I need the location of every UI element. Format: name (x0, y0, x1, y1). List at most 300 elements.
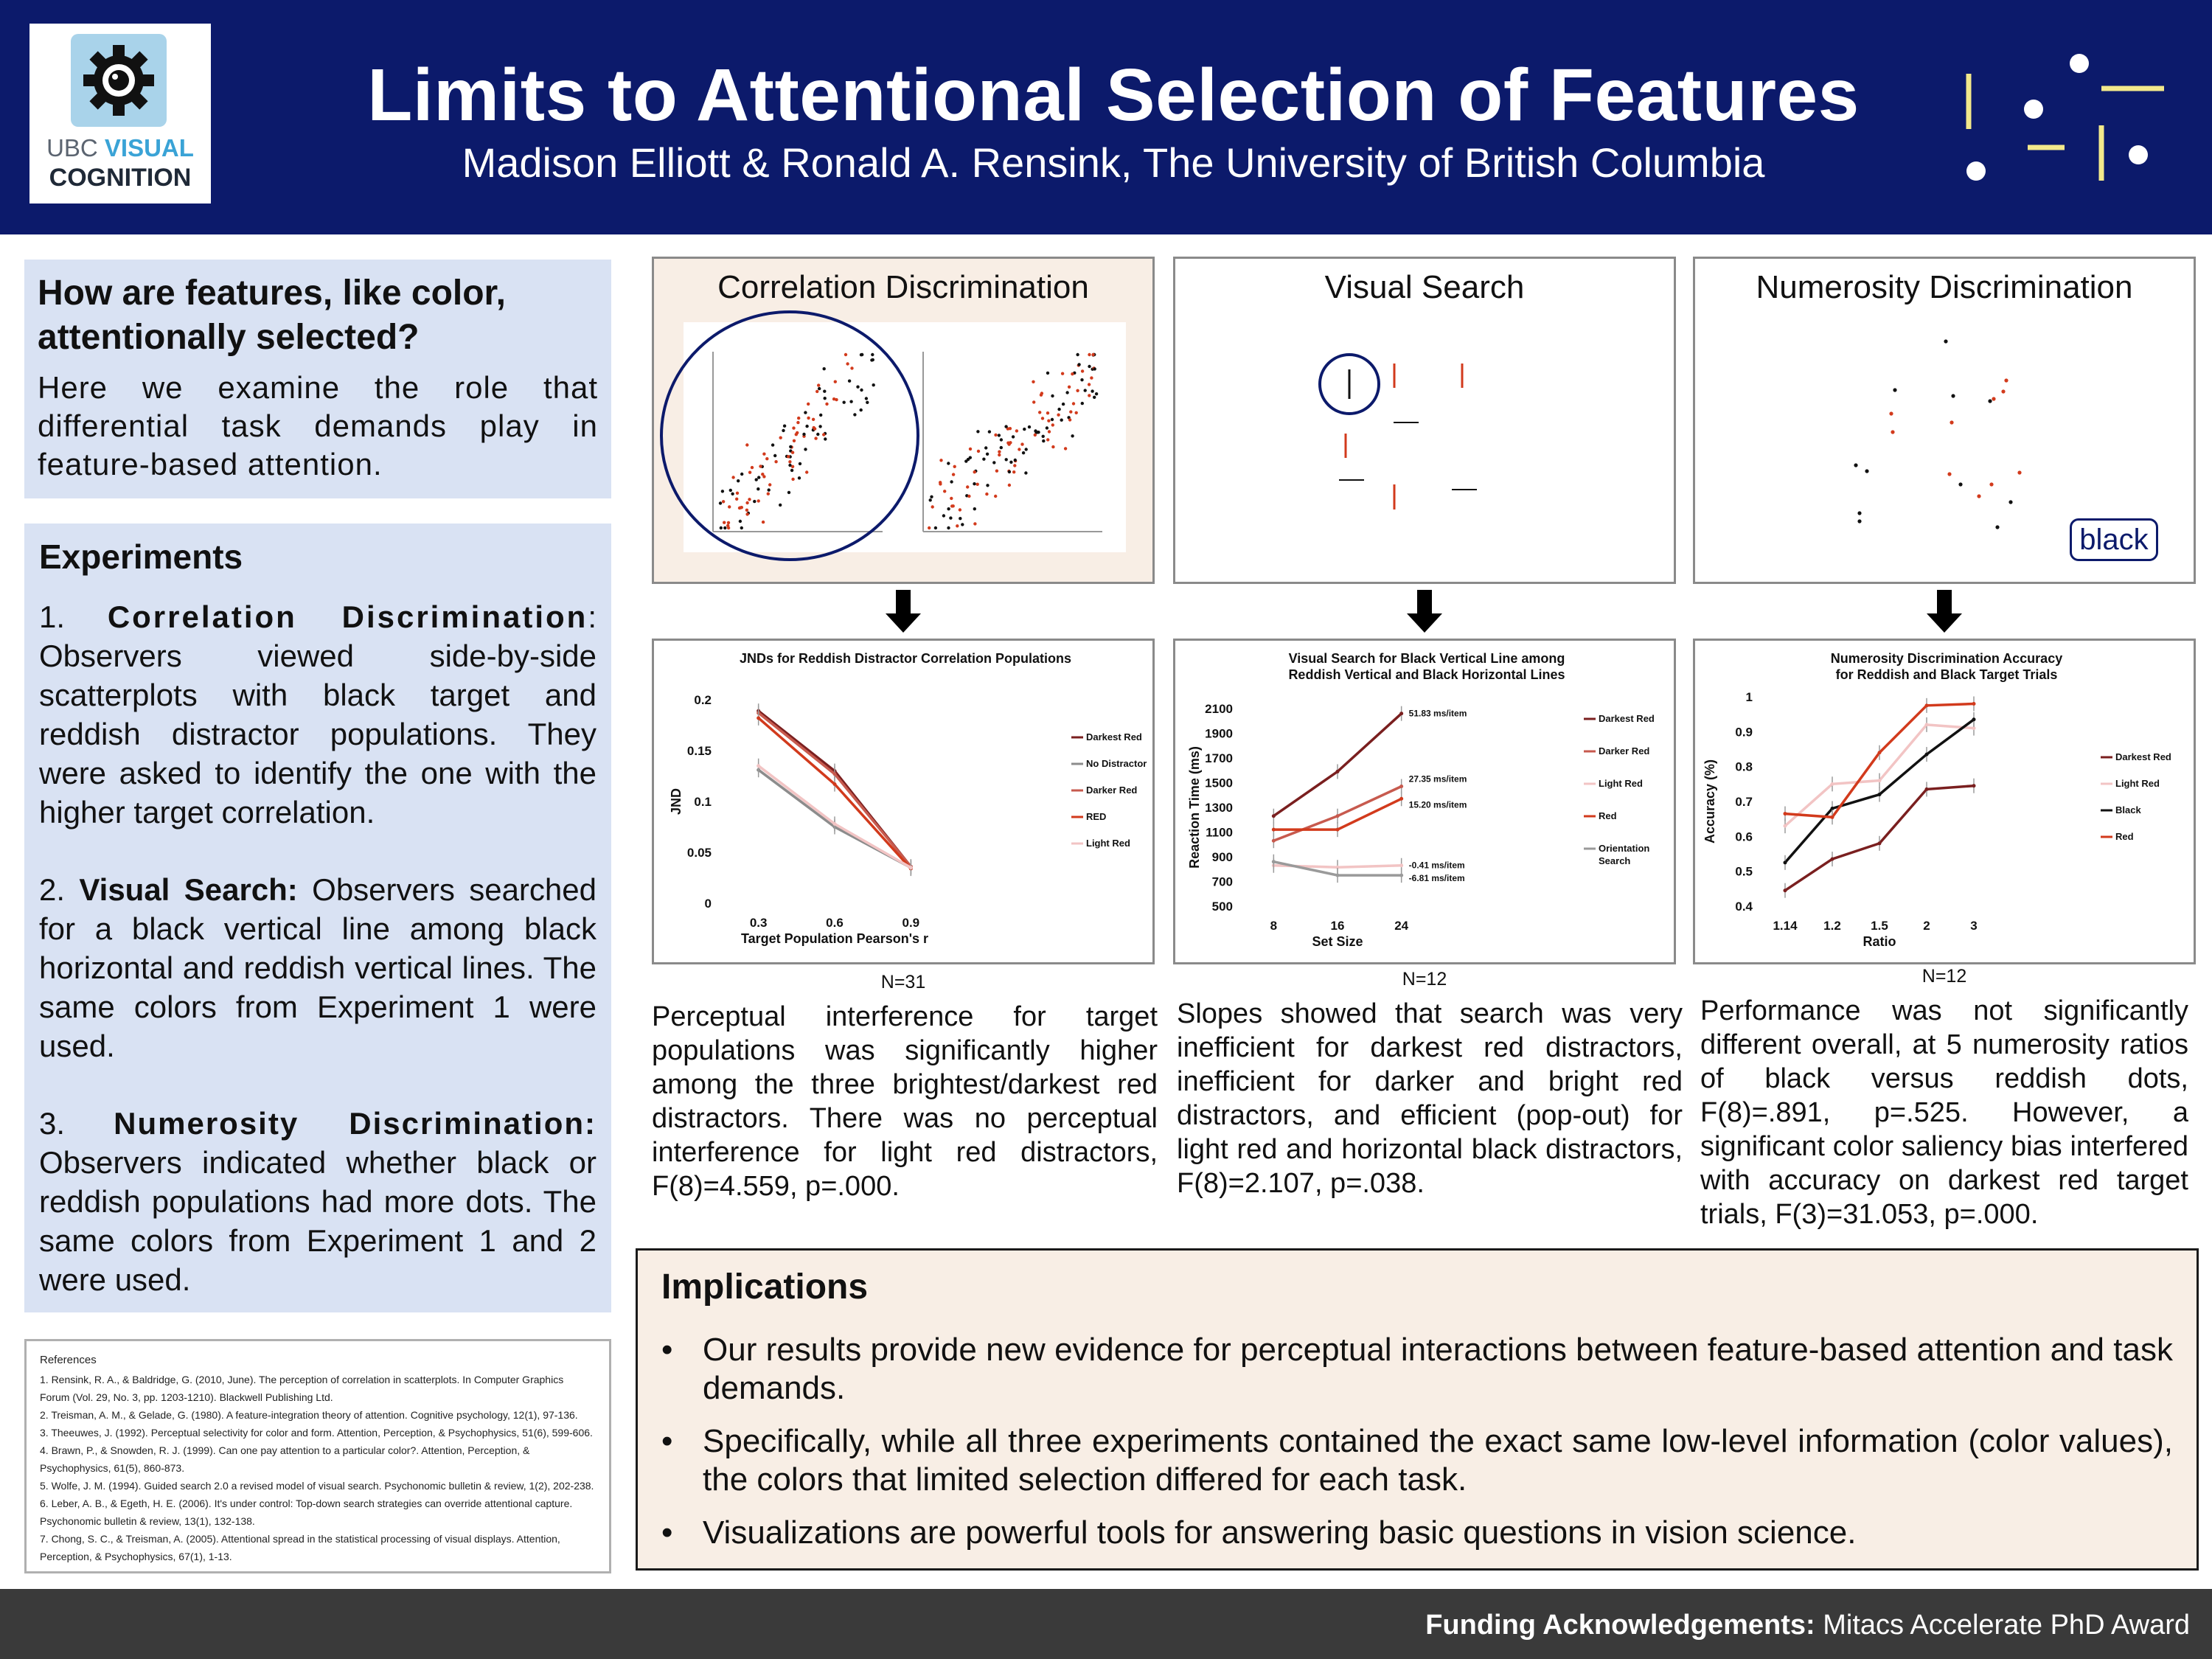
scatter-dot (1061, 372, 1064, 375)
scatter-dot (727, 526, 730, 529)
data-point (1336, 828, 1340, 832)
scatter-dot (1081, 369, 1084, 372)
slope-label: -6.81 ms/item (1408, 873, 1465, 884)
research-question-title: How are features, like color, attentionally selected? (38, 274, 506, 357)
scatter-dot (986, 484, 989, 487)
numerosity-dot (1995, 525, 1999, 529)
scatter-dot (1093, 396, 1096, 399)
y-tick-label: 0.15 (686, 744, 712, 758)
decorative-dots-lines-graphic (1954, 44, 2175, 192)
scatter-dot (788, 464, 791, 467)
scatter-dot (1022, 451, 1025, 454)
scatter-dot (1091, 389, 1093, 392)
scatter-dot (998, 451, 1001, 453)
data-point (833, 772, 837, 776)
scatter-dot (824, 397, 827, 400)
scatter-dot (1095, 392, 1098, 395)
scatter-dot (1069, 410, 1072, 413)
scatter-dot (813, 427, 816, 430)
data-point (1784, 860, 1787, 864)
data-point (1831, 815, 1834, 819)
scatter-dot (1051, 394, 1054, 397)
scatter-dot (969, 456, 972, 459)
scatter-dot (825, 403, 828, 406)
experiment-2-name: Visual Search: (79, 872, 298, 907)
scatter-dot (843, 401, 846, 404)
scatter-dot (1000, 438, 1003, 441)
x-tick-label: 24 (1394, 919, 1409, 933)
scatter-dot (943, 490, 946, 493)
scatter-dot (1051, 445, 1054, 448)
y-tick-label: 0.4 (1735, 900, 1753, 914)
scatter-dot (1048, 430, 1051, 433)
numerosity-dot (1947, 472, 1951, 476)
scatter-dot (1060, 419, 1063, 422)
slope-label: 15.20 ms/item (1408, 799, 1467, 810)
scatter-dot (1005, 458, 1008, 461)
numerosity-discrimination-panel (1693, 257, 2196, 584)
data-point (1784, 888, 1787, 892)
experiment-1-number: 1. (39, 599, 108, 634)
data-point (1272, 828, 1276, 832)
y-tick-label: 0.6 (1735, 830, 1753, 844)
scatter-dot (735, 498, 738, 501)
scatter-dot (807, 403, 810, 406)
funding-acknowledgement (1425, 1610, 2190, 1641)
scatter-dot (856, 386, 859, 389)
scatter-dot (871, 353, 874, 356)
scatter-dot (787, 455, 790, 458)
scatter-dot (1084, 389, 1087, 392)
scatter-dot (930, 495, 933, 498)
data-point (1784, 824, 1787, 828)
data-point (1336, 814, 1340, 818)
scatter-dot (984, 446, 987, 449)
experiments-title: Experiments (39, 538, 243, 576)
scatter-dot (751, 466, 754, 469)
chart-title-line2: Reddish Vertical and Black Horizontal Lines (1288, 667, 1565, 682)
scatter-dot (745, 509, 748, 512)
scatter-dot (765, 457, 768, 460)
scatter-dot (799, 462, 801, 465)
chart-title: Visual Search for Black Vertical Line among (1288, 651, 1565, 666)
scatter-dot (1008, 484, 1011, 487)
scatter-dot (1093, 367, 1096, 370)
numerosity-dot (2004, 378, 2008, 382)
scatter-dot (807, 417, 810, 420)
scatter-dot (956, 524, 959, 527)
scatter-dot (964, 459, 967, 462)
scatter-dot (928, 526, 931, 529)
scatter-dot (1046, 411, 1049, 414)
scatter-dot (949, 516, 952, 519)
accuracy-chart-panel (1693, 639, 2196, 964)
scatter-dot (973, 482, 975, 485)
experiment-3-description (39, 1104, 597, 1299)
scatter-dot (768, 488, 771, 491)
scatter-dot (791, 478, 794, 481)
numerosity-discrimination-title: Numerosity Discrimination (1756, 269, 2133, 305)
funding-text: Mitacs Accelerate PhD Award (1815, 1610, 2190, 1641)
data-point (1831, 807, 1834, 810)
scatter-dot (720, 526, 723, 529)
scatter-dot (1015, 429, 1018, 432)
scatter-dot (779, 504, 782, 507)
scatter-dot (740, 506, 743, 509)
scatter-dot (731, 493, 734, 495)
scatter-dot (723, 521, 726, 524)
scatter-dot (959, 517, 961, 520)
poster-title: Limits to Attentional Selection of Features (367, 54, 1860, 136)
data-point (1399, 785, 1403, 788)
numerosity-dot (1854, 463, 1857, 467)
scatter-dot (1080, 378, 1083, 381)
x-axis-label: Ratio (1863, 934, 1896, 949)
scatter-dot (1047, 420, 1050, 422)
scatter-dot (1062, 403, 1065, 406)
gear-eye-icon (71, 34, 167, 127)
scatter-dot (1025, 448, 1028, 451)
scatter-dot (753, 500, 756, 503)
scatter-dot (736, 492, 739, 495)
data-point (1399, 797, 1403, 801)
experiment-1-text: Observers viewed side-by-side scatterplots with black target and reddish distractor populations. They were asked to identify the one with the higher target correlation. (39, 639, 597, 830)
scatter-dot (939, 482, 942, 485)
scatter-dot (1051, 418, 1054, 421)
legend-label: Darker Red (1599, 745, 1650, 757)
scatter-dot (1020, 442, 1023, 445)
references-title: References (40, 1354, 97, 1366)
implication-bullet (661, 1422, 2173, 1499)
scatter-dot (1081, 402, 1084, 405)
poster-header (0, 0, 2212, 234)
scatter-dot (805, 470, 808, 473)
scatter-dot (969, 448, 972, 451)
correlation-discrimination-panel (652, 257, 1155, 584)
scatter-dot (853, 413, 856, 416)
scatter-dot (1071, 434, 1074, 437)
scatter-dot (947, 526, 950, 529)
funding-label: Funding Acknowledgements: (1425, 1610, 1815, 1641)
scatter-dot (740, 526, 743, 529)
scatter-dot (817, 383, 820, 386)
data-point (833, 782, 837, 786)
scatter-dot (1037, 431, 1040, 434)
x-tick-label: 1.14 (1773, 919, 1798, 933)
reference-item: 2. Treisman, A. M., & Gelade, G. (1980). A feature-integration theory of attention. Cognitive psychology, 12(1), 97-136. (40, 1409, 578, 1421)
scatter-dot (762, 453, 765, 456)
data-point (1878, 793, 1882, 796)
implication-text: Visualizations are powerful tools for answering basic questions in vision science. (703, 1514, 1857, 1551)
numerosity-dot (1893, 388, 1896, 392)
scatter-dot (1032, 400, 1035, 403)
experiment-3-number: 3. (39, 1106, 114, 1141)
scatter-dot (872, 383, 875, 386)
scatter-dot (798, 476, 801, 479)
numerosity-dot (1857, 519, 1861, 523)
scatter-dot (1051, 423, 1054, 426)
scatter-dot (1013, 464, 1016, 467)
scatter-dot (1088, 394, 1091, 397)
scatter-dot (774, 460, 777, 463)
numerosity-dot (2001, 389, 2005, 393)
y-axis-label: JND (669, 787, 684, 815)
x-tick-label: 1.5 (1871, 919, 1888, 933)
scatter-dot (722, 500, 725, 503)
logo-text-line1 (29, 134, 211, 162)
reference-item: 3. Theeuwes, J. (1992). Perceptual selectivity for color and form. Attention, Perception, & Psychophysics, 51(6), 599-606. (40, 1427, 593, 1439)
scatter-dot (745, 512, 748, 515)
scatter-dot (994, 434, 997, 437)
scatter-dot (721, 490, 724, 493)
scatter-dot (973, 507, 976, 510)
data-point (1272, 814, 1276, 818)
scatter-dot (1068, 418, 1071, 421)
data-point (1399, 874, 1403, 877)
experiment-3-text: Observers indicated whether black or reddish populations had more dots. The same colors from Experiment 1 and 2 were used. (39, 1145, 597, 1297)
scatter-dot (1064, 447, 1067, 450)
legend-label: Light Red (1086, 838, 1130, 849)
scatter-dot (966, 485, 969, 488)
scatter-dot (988, 430, 991, 433)
scatter-dot (814, 437, 817, 439)
scatter-dot (865, 397, 868, 400)
data-point (833, 822, 837, 826)
data-point (1972, 717, 1976, 721)
data-point (1878, 841, 1882, 845)
x-axis-label: Target Population Pearson's r (741, 931, 928, 946)
y-tick-label: 1100 (1206, 825, 1233, 840)
scatter-dot (952, 473, 955, 476)
scatter-dot (976, 483, 979, 486)
numerosity-dot (1891, 430, 1894, 434)
data-point (1272, 839, 1276, 843)
numerosity-dot (1977, 494, 1980, 498)
scatter-dot (818, 425, 821, 428)
scatter-dot (1088, 383, 1091, 386)
numerosity-dot (1950, 420, 1953, 424)
slope-label: 51.83 ms/item (1408, 708, 1467, 719)
implication-text: Specifically, while all three experiments contained the exact same low-level information (color values), the colors that limited selection differed for each task. (703, 1423, 2173, 1498)
scatter-dot (757, 499, 760, 502)
scatter-dot (947, 507, 950, 510)
scatter-dot (947, 462, 950, 465)
numerosity-dot (1865, 469, 1868, 473)
scatter-dot (952, 504, 955, 507)
numerosity-answer-label: black (2070, 518, 2158, 561)
y-tick-label: 900 (1211, 850, 1233, 864)
data-point (1925, 703, 1929, 707)
y-tick-label: 500 (1211, 900, 1233, 914)
scatter-dot (792, 426, 795, 429)
scatter-dot (1071, 372, 1074, 375)
scatter-dot (1009, 441, 1012, 444)
legend-label: Search (1599, 855, 1631, 866)
series-line (759, 718, 911, 869)
legend-label: Red (1599, 810, 1617, 821)
x-tick-label: 3 (1970, 919, 1978, 933)
y-tick-label: 0.8 (1735, 759, 1753, 774)
numerosity-dot (1958, 482, 1962, 486)
scatter-dot (1057, 408, 1060, 411)
sample-size-label-jnd: N=31 (880, 972, 926, 992)
x-tick-label: 2 (1923, 919, 1930, 933)
scatter-dot (819, 414, 822, 417)
y-tick-label: 1900 (1205, 726, 1233, 741)
scatter-dot (805, 425, 808, 428)
scatter-dot (773, 454, 776, 457)
scatter-dot (823, 390, 826, 393)
legend-label: Orientation (1599, 843, 1650, 854)
scatter-dot (782, 429, 785, 432)
scatter-dot (796, 431, 799, 434)
y-tick-label: 2100 (1205, 702, 1233, 716)
data-point (1972, 784, 1976, 787)
numerosity-dot (2008, 500, 2012, 504)
experiment-2-description (39, 870, 597, 1065)
y-tick-label: 0.7 (1735, 795, 1753, 809)
scatter-dot (1000, 446, 1003, 449)
scatter-dot (1042, 439, 1045, 442)
scatter-dot (1014, 459, 1017, 462)
chart-title: JNDs for Reddish Distractor Correlation Populations (739, 651, 1072, 666)
scatter-dot (950, 497, 953, 500)
bullet-dot-icon: • (661, 1514, 673, 1551)
scatter-dot (998, 434, 1001, 437)
scatter-dot (1008, 470, 1011, 473)
scatter-dot (846, 362, 849, 365)
scatter-dot (729, 489, 732, 492)
scatter-dot (1091, 353, 1094, 356)
reference-item: 1. Rensink, R. A., & Baldridge, G. (2010, June). The perception of correlation in scatterplots. In Computer Graphics Forum (Vol. 29, No. 3, pp. 1203-1210). Blackwell Publishing Ltd. (40, 1374, 564, 1403)
scatter-dot (745, 443, 748, 446)
scatter-dot (860, 389, 863, 392)
scatter-dot (748, 471, 751, 474)
reference-item: 7. Chong, S. C., & Treisman, A. (2005). Attentional spread in the statistical processing of visual displays. Attention, Perception, & Psychophysics, 67(1), 1-13. (40, 1533, 560, 1562)
y-tick-label: 1500 (1205, 776, 1233, 790)
down-arrow-icon (886, 590, 921, 633)
reference-item: 5. Wolfe, J. M. (1994). Guided search 2.0 a revised model of visual search. Psychonomic bulletin & review, 1(2), 202-238. (40, 1480, 594, 1492)
scatter-dot (848, 380, 851, 383)
references-box (24, 1339, 611, 1573)
scatter-dot (995, 470, 998, 473)
data-point (1972, 726, 1976, 730)
y-tick-label: 0 (704, 897, 712, 911)
experiment-1-description (39, 597, 597, 832)
scatter-dot (986, 453, 989, 456)
chart-title-line2: for Reddish and Black Target Trials (1835, 667, 2058, 682)
numerosity-dot (1951, 394, 1955, 397)
legend-label: Light Red (2115, 778, 2160, 789)
scatter-dot (783, 425, 786, 428)
y-tick-label: 1300 (1205, 801, 1233, 815)
data-point (1831, 782, 1834, 786)
scatter-dot (1041, 417, 1044, 420)
scatter-dot (767, 493, 770, 495)
scatter-dot (739, 520, 742, 523)
scatter-dot (723, 526, 726, 529)
logo-tile (71, 34, 167, 127)
legend-label: Red (2115, 831, 2134, 842)
scatter-dot (929, 498, 932, 501)
scatter-dot (731, 476, 734, 479)
scatter-dot (939, 459, 942, 462)
chart-title: Numerosity Discrimination Accuracy (1830, 651, 2063, 666)
legend-label: Darker Red (1086, 785, 1138, 796)
ubc-visual-cognition-logo (29, 24, 211, 204)
data-point (1272, 860, 1276, 863)
scatter-dot (850, 366, 853, 369)
scatter-dot (973, 470, 976, 473)
scatter-dot (1076, 353, 1079, 356)
data-point (1878, 779, 1882, 782)
scatter-dot (745, 501, 748, 504)
bullet-dot-icon: • (661, 1423, 673, 1459)
scatter-dot (953, 465, 956, 468)
implication-bullet (661, 1514, 2173, 1552)
scatter-dot (1046, 438, 1049, 441)
y-axis-label: Accuracy (%) (1703, 759, 1717, 844)
x-tick-label: 0.9 (902, 916, 920, 930)
scatter-dot (950, 480, 953, 483)
numerosity-dot (1857, 511, 1861, 515)
experiment-1-separator: : (588, 599, 597, 634)
scatter-dot (762, 521, 765, 524)
scatter-dot (1040, 394, 1043, 397)
scatter-dot (1012, 435, 1015, 438)
data-point (1972, 702, 1976, 706)
scatter-dot (1046, 372, 1049, 375)
data-point (757, 716, 760, 720)
scatter-dot (1018, 448, 1020, 451)
scatter-dot (844, 353, 847, 356)
data-point (1336, 874, 1340, 877)
scatter-dot (748, 498, 751, 501)
scatter-dot (771, 443, 774, 446)
scatter-dot (797, 417, 800, 420)
scatter-dot (967, 495, 970, 498)
data-point (757, 764, 760, 768)
legend-label: Darkest Red (1599, 713, 1655, 724)
scatter-dot (860, 408, 863, 411)
scatter-dot (961, 523, 964, 526)
down-arrow-icon (1407, 590, 1442, 633)
scatter-dot (791, 451, 794, 454)
experiment-2-number: 2. (39, 872, 80, 907)
scatter-dot (1042, 435, 1045, 438)
reaction-time-chart-panel (1173, 639, 1676, 964)
scatter-dot (727, 521, 730, 524)
research-question-box (24, 260, 611, 498)
scatter-dot (802, 433, 805, 436)
scatter-dot (985, 493, 988, 495)
legend-label: Black (2115, 804, 2141, 815)
scatterplot-stimulus (654, 259, 1157, 586)
scatter-dot (740, 473, 743, 476)
scatter-dot (994, 495, 997, 498)
legend-label: Darkest Red (1086, 731, 1142, 742)
numerosity-dot (2017, 470, 2021, 474)
scatter-dot (872, 358, 874, 361)
scatter-dot (1009, 461, 1012, 464)
scatter-dot (816, 433, 819, 436)
scatter-dot (1034, 434, 1037, 437)
scatter-dot (1057, 414, 1060, 417)
legend-label: Darkest Red (2115, 751, 2171, 762)
sample-size-label-acc: N=12 (1921, 966, 1967, 987)
scatter-dot (757, 476, 760, 479)
logo-visual-text: VISUAL (104, 134, 194, 161)
